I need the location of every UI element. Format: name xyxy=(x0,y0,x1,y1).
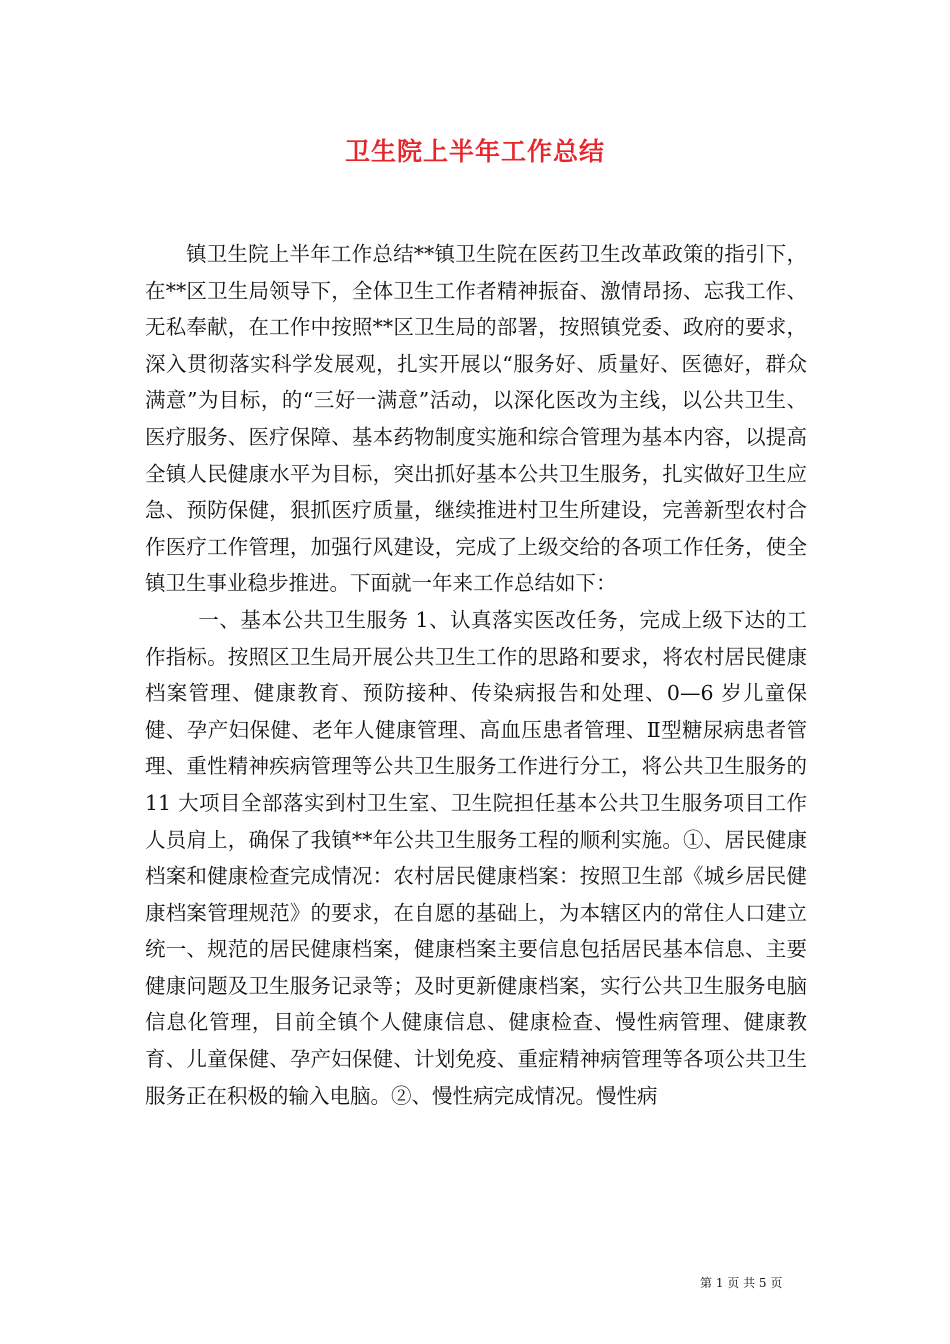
document-title: 卫生院上半年工作总结 xyxy=(344,137,605,166)
page-number-footer: 第 1 页 共 5 页 xyxy=(700,1276,783,1290)
paragraph-section-one: 一、基本公共卫生服务 1、认真落实医改任务，完成上级下达的工作指标。按照区卫生局开展公共卫生工作的思路和要求，将农村居民健康档案管理、健康教育、预防接种、传染病报告和处理、0—6 岁儿童保健、孕产妇保健、老年人健康管理、高血压患者管理、Ⅱ型糖尿病患者管理、重性精神疾病管理等公共卫生服务工作进行分工，将公共卫生服务的 11 大项目全部落实到村卫生室、卫生院担任基本公共卫生服务项目工作人员肩上，确保了我镇**年公共卫生服务工程的顺利实施。①、居民健康档案和健康检查完成情况：农村居民健康档案：按照卫生部《城乡居民健康档案管理规范》的要求，在自愿的基础上，为本辖区内的常住人口建立统一、规范的居民健康档案，健康档案主要信息包括居民基本信息、主要健康问题及卫生服务记录等；及时更新健康档案，实行公共卫生服务电脑信息化管理，目前全镇个人健康信息、健康检查、慢性病管理、健康教育、儿童保健、孕产妇保健、计划免疫、重症精神病管理等各项公共卫生服务正在积极的输入电脑。②、慢性病完成情况。慢性病 xyxy=(145,607,807,1108)
paragraph-intro: 镇卫生院上半年工作总结**镇卫生院在医药卫生改革政策的指引下，在**区卫生局领导下，全体卫生工作者精神振奋、激情昂扬、忘我工作、无私奉献，在工作中按照**区卫生局的部署，按照镇党委、政府的要求，深入贯彻落实科学发展观，扎实开展以“服务好、质量好、医德好，群众满意”为目标，的“三好一满意”活动，以深化医改为主线，以公共卫生、医疗服务、医疗保障、基本药物制度实施和综合管理为基本内容，以提高全镇人民健康水平为目标，突出抓好基本公共卫生服务，扎实做好卫生应急、预防保健，狠抓医疗质量，继续推进村卫生所建设，完善新型农村合作医疗工作管理，加强行风建设，完成了上级交给的各项工作任务，使全镇卫生事业稳步推进。下面就一年来工作总结如下： xyxy=(145,242,807,596)
document-body xyxy=(145,236,807,1114)
